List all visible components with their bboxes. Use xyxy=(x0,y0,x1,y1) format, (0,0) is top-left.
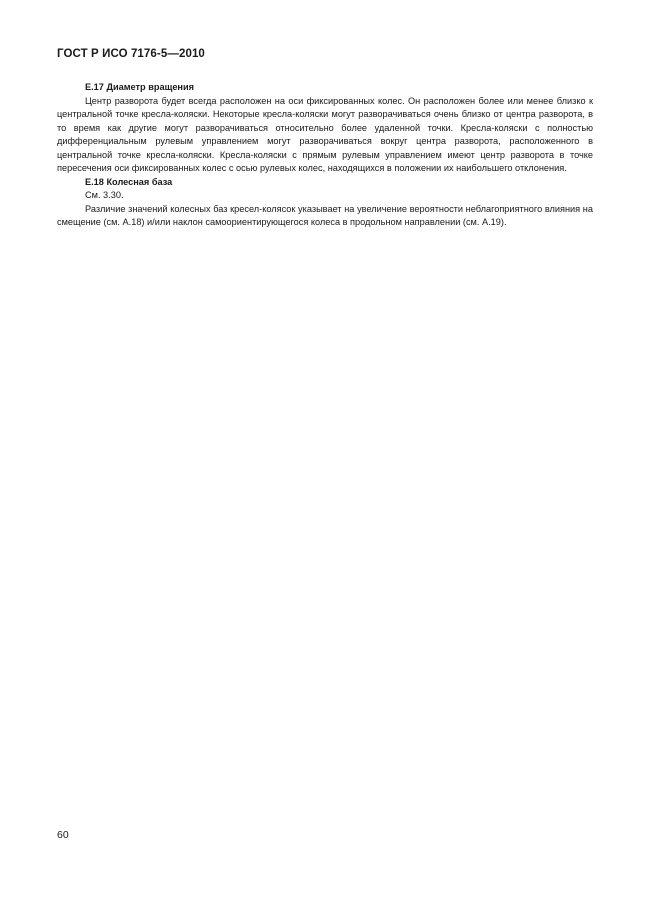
section-title-e18: E.18 Колесная база xyxy=(85,176,173,187)
section-title-e17: E.17 Диаметр вращения xyxy=(85,82,194,92)
document-header: ГОСТ Р ИСО 7176-5—2010 xyxy=(57,48,205,60)
reference-e18: См. 3.30. xyxy=(85,190,124,200)
document-body xyxy=(57,81,593,230)
paragraph-e18: Различие значений колесных баз кресел-колясок указывает на увеличение вероятности неблагоприятного влияния на смещение (см. А.18) и/или наклон самоориентирующегося колеса в продольном направлении (см. А.19). xyxy=(57,203,593,227)
page-number: 60 xyxy=(57,829,69,841)
paragraph-e17: Центр разворота будет всегда расположен на оси фиксированных колес. Он расположен более или менее близко к центральной точке кресла-коляски. Некоторые кресла-коляски могут разворачиваться очень близко от центра разворота, в то время как другие могут разворачиваться относительно более удаленной точки. Кресла-коляски с полностью дифференциальным рулевым управлением могут разворачиваться вокруг центра разворота, расположенного в центральной точке кресла-коляски. Кресла-коляски с прямым рулевым управлением имеют центр разворота в точке пересечения оси фиксированных колес с осью рулевых колес, находящихся в положении их наибольшего отклонения. xyxy=(57,95,593,173)
